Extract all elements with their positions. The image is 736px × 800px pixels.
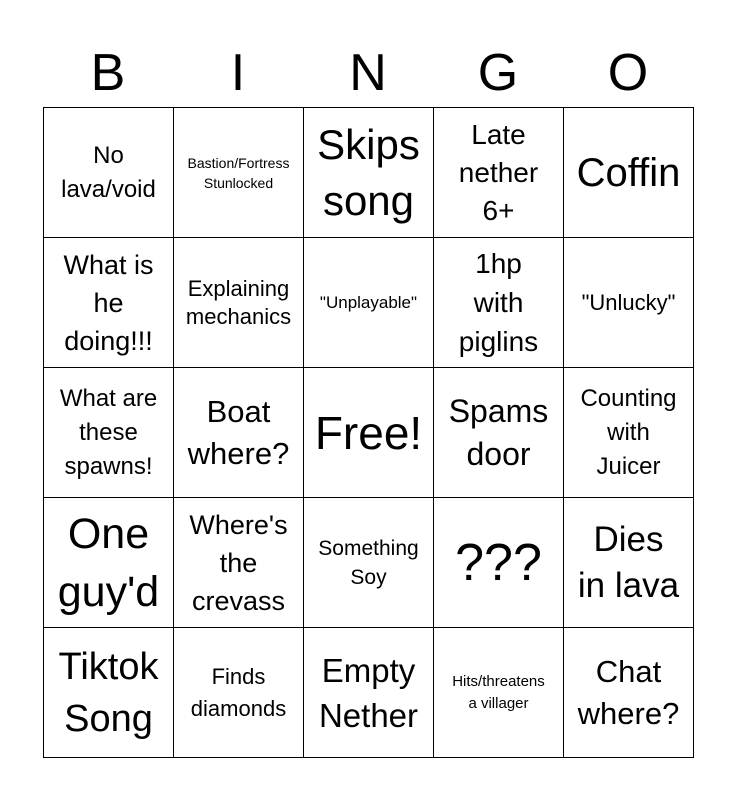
bingo-cell-label: Explaining mechanics xyxy=(185,275,292,329)
bingo-cell-r2-c3[interactable] xyxy=(304,238,434,368)
bingo-cell-r5-c2[interactable] xyxy=(174,628,304,758)
bingo-cell-label: Something Soy xyxy=(318,536,419,589)
free-space-label: Free! xyxy=(314,406,423,459)
bingo-cell-label: No lava/void xyxy=(61,141,156,203)
bingo-header xyxy=(43,40,693,106)
bingo-cell-label: Finds diamonds xyxy=(190,663,287,721)
bingo-cell-r1-c2[interactable] xyxy=(174,108,304,238)
bingo-cell-label: Late nether 6+ xyxy=(458,118,539,226)
bingo-cell-r2-c5[interactable] xyxy=(564,238,694,368)
bingo-cell-label: Chat where? xyxy=(577,653,680,731)
header-letter-g: G xyxy=(477,44,519,102)
bingo-cell-r4-c2[interactable] xyxy=(174,498,304,628)
bingo-cell-label: Dies in lava xyxy=(577,519,680,605)
header-letter-b: B xyxy=(90,44,126,102)
bingo-cell-label: ??? xyxy=(455,533,542,592)
bingo-board xyxy=(43,107,694,758)
bingo-cell-label: Where's the crevass xyxy=(189,509,288,616)
bingo-cell-r1-c4[interactable] xyxy=(434,108,564,238)
bingo-cell-r3-c2[interactable] xyxy=(174,368,304,498)
bingo-cell-r3-c1[interactable] xyxy=(44,368,174,498)
bingo-cell-r5-c1[interactable] xyxy=(44,628,174,758)
bingo-cell-r4-c3[interactable] xyxy=(304,498,434,628)
bingo-cell-r1-c3[interactable] xyxy=(304,108,434,238)
bingo-cell-label: Tiktok Song xyxy=(58,645,159,740)
bingo-cell-label: Spams door xyxy=(448,392,549,472)
bingo-cell-r1-c5[interactable] xyxy=(564,108,694,238)
bingo-cell-label: One guy'd xyxy=(57,509,160,616)
bingo-cell-label: "Unplayable" xyxy=(319,292,418,312)
header-letter-o: O xyxy=(607,44,649,102)
header-letter-n: N xyxy=(349,44,387,102)
bingo-cell-r5-c5[interactable] xyxy=(564,628,694,758)
bingo-cell-label: Hits/threatens a villager xyxy=(452,672,545,712)
bingo-cell-r4-c4[interactable] xyxy=(434,498,564,628)
bingo-cell-label: Boat where? xyxy=(187,393,290,471)
bingo-cell-r2-c4[interactable] xyxy=(434,238,564,368)
bingo-cell-label: What are these spawns! xyxy=(59,384,158,480)
bingo-cell-r2-c2[interactable] xyxy=(174,238,304,368)
bingo-cell-label: Skips song xyxy=(317,120,420,224)
bingo-cell-label: 1hp with piglins xyxy=(458,248,539,357)
bingo-cell-r4-c5[interactable] xyxy=(564,498,694,628)
bingo-cell-label: Empty Nether xyxy=(318,651,419,734)
bingo-cell-label: What is he doing!!! xyxy=(63,249,154,356)
bingo-cell-r1-c1[interactable] xyxy=(44,108,174,238)
bingo-cell-r2-c1[interactable] xyxy=(44,238,174,368)
bingo-cell-r5-c4[interactable] xyxy=(434,628,564,758)
bingo-cell-label: Coffin xyxy=(576,150,681,195)
bingo-cell-label: "Unlucky" xyxy=(581,289,676,315)
bingo-cell-r5-c3[interactable] xyxy=(304,628,434,758)
bingo-cell-r3-c4[interactable] xyxy=(434,368,564,498)
bingo-cell-r3-c3[interactable] xyxy=(304,368,434,498)
bingo-cell-label: Counting with Juicer xyxy=(580,384,677,480)
bingo-cell-r4-c1[interactable] xyxy=(44,498,174,628)
header-letter-i: I xyxy=(230,44,246,102)
bingo-cell-r3-c5[interactable] xyxy=(564,368,694,498)
bingo-cell-label: Bastion/Fortress Stunlocked xyxy=(187,154,290,191)
